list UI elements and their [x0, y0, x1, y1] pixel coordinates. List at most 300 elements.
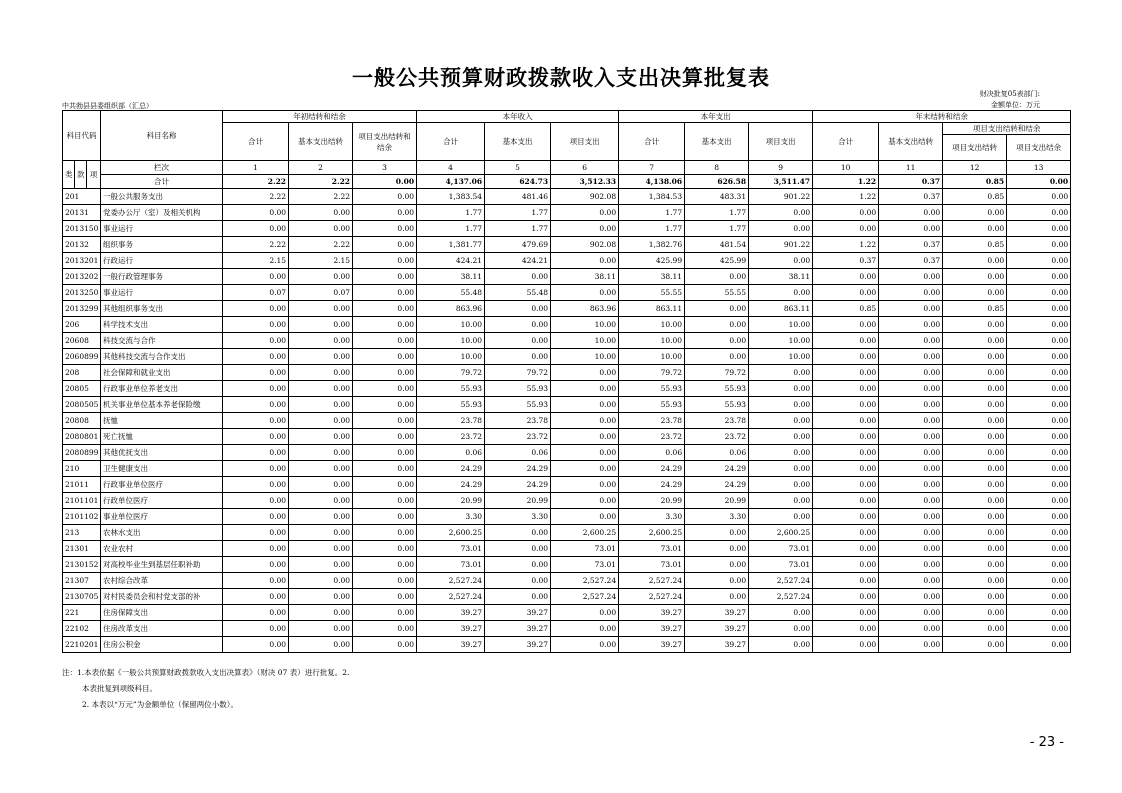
amount-cell: 23.72: [619, 429, 685, 445]
amount-cell: 20.99: [485, 493, 551, 509]
expense-sum-header: 合计: [619, 123, 685, 161]
amount-cell: 0.00: [749, 429, 813, 445]
note-line: 本表批复到项级科目。: [82, 684, 157, 693]
subject-name-header: 科目名称: [101, 111, 223, 161]
amount-cell: 0.00: [353, 445, 417, 461]
amount-cell: 0.00: [353, 381, 417, 397]
subject-name-cell: 农业农村: [101, 541, 223, 557]
amount-cell: 0.85: [943, 189, 1007, 205]
amount-cell: 0.00: [1007, 413, 1071, 429]
amount-cell: 73.01: [749, 557, 813, 573]
total-cell: 0.00: [1007, 175, 1071, 189]
total-cell: 0.85: [943, 175, 1007, 189]
table-row: [63, 509, 1071, 525]
amount-cell: 0.00: [485, 317, 551, 333]
amount-cell: 0.00: [813, 333, 879, 349]
amount-cell: 73.01: [417, 541, 485, 557]
amount-cell: 0.00: [813, 477, 879, 493]
amount-cell: 2.22: [289, 189, 353, 205]
subject-code-cell: 20131: [63, 205, 101, 221]
amount-cell: 0.00: [485, 573, 551, 589]
amount-cell: 0.00: [749, 381, 813, 397]
amount-cell: 0.00: [879, 269, 943, 285]
amount-cell: 0.00: [879, 541, 943, 557]
amount-cell: 0.00: [943, 605, 1007, 621]
amount-cell: 0.00: [353, 221, 417, 237]
amount-cell: 863.96: [551, 301, 619, 317]
table-row: [63, 317, 1071, 333]
amount-cell: 73.01: [619, 541, 685, 557]
amount-cell: 0.00: [879, 573, 943, 589]
amount-cell: 0.00: [1007, 445, 1071, 461]
amount-cell: 55.93: [685, 397, 749, 413]
amount-cell: 0.00: [551, 413, 619, 429]
amount-cell: 1,381.77: [417, 237, 485, 253]
amount-cell: 0.00: [1007, 637, 1071, 653]
amount-cell: 0.00: [813, 429, 879, 445]
amount-cell: 24.29: [619, 477, 685, 493]
table-row: [63, 637, 1071, 653]
amount-cell: 0.00: [813, 621, 879, 637]
footnotes: [62, 665, 349, 713]
amount-cell: 79.72: [685, 365, 749, 381]
amount-cell: 38.11: [551, 269, 619, 285]
amount-cell: 0.00: [551, 445, 619, 461]
income-sum-header: 合计: [417, 123, 485, 161]
amount-cell: 0.00: [749, 461, 813, 477]
amount-cell: 0.00: [485, 525, 551, 541]
subject-code-cell: 221: [63, 605, 101, 621]
amount-cell: 0.00: [1007, 493, 1071, 509]
amount-cell: 0.00: [943, 381, 1007, 397]
end-basic-header: 基本支出结转: [879, 123, 943, 161]
amount-cell: 0.00: [289, 397, 353, 413]
table-row: [63, 349, 1071, 365]
amount-cell: 0.00: [289, 317, 353, 333]
amount-cell: 0.37: [879, 237, 943, 253]
amount-cell: 0.00: [879, 493, 943, 509]
amount-cell: 0.00: [1007, 221, 1071, 237]
amount-cell: 0.00: [943, 397, 1007, 413]
col-label-header: 栏次: [101, 161, 223, 175]
col-number: 11: [879, 161, 943, 175]
table-row: [63, 237, 1071, 253]
form-code: 财决批复05表部门:: [979, 90, 1040, 98]
amount-cell: 0.00: [943, 589, 1007, 605]
amount-cell: 0.00: [943, 637, 1007, 653]
table-row: [63, 253, 1071, 269]
expense-project-header: 项目支出: [749, 123, 813, 161]
amount-cell: 0.00: [813, 365, 879, 381]
amount-cell: 0.00: [289, 413, 353, 429]
amount-cell: 0.00: [551, 253, 619, 269]
amount-cell: 0.00: [1007, 541, 1071, 557]
table-row: [63, 397, 1071, 413]
income-basic-header: 基本支出: [485, 123, 551, 161]
subject-code-cell: 22102: [63, 621, 101, 637]
amount-cell: 424.21: [485, 253, 551, 269]
amount-cell: 0.07: [223, 285, 289, 301]
amount-cell: 0.00: [813, 205, 879, 221]
amount-cell: 0.00: [879, 285, 943, 301]
amount-cell: 0.00: [1007, 237, 1071, 253]
col-number: 8: [685, 161, 749, 175]
amount-cell: 0.06: [685, 445, 749, 461]
xiang-header: 项: [87, 161, 101, 189]
amount-cell: 0.00: [1007, 557, 1071, 573]
amount-cell: 55.48: [485, 285, 551, 301]
subject-code-cell: 20808: [63, 413, 101, 429]
subject-code-cell: 2060899: [63, 349, 101, 365]
subject-name-cell: 其他优抚支出: [101, 445, 223, 461]
amount-cell: 39.27: [417, 621, 485, 637]
amount-cell: 0.06: [619, 445, 685, 461]
amount-cell: 0.00: [485, 557, 551, 573]
amount-cell: 0.00: [223, 381, 289, 397]
amount-cell: 0.00: [813, 541, 879, 557]
amount-cell: 2,600.25: [417, 525, 485, 541]
amount-cell: 0.00: [1007, 621, 1071, 637]
end-project-carry-header: 项目支出结转: [943, 135, 1007, 161]
amount-cell: 10.00: [749, 333, 813, 349]
table-row: [63, 381, 1071, 397]
group-income-header: 本年收入: [417, 111, 619, 123]
amount-cell: 0.00: [223, 349, 289, 365]
table-row: [63, 461, 1071, 477]
amount-cell: 0.00: [685, 541, 749, 557]
amount-cell: 39.27: [619, 605, 685, 621]
amount-cell: 0.00: [551, 493, 619, 509]
subject-code-cell: 20132: [63, 237, 101, 253]
amount-cell: 0.00: [289, 525, 353, 541]
amount-cell: 0.00: [485, 333, 551, 349]
col-number: 3: [353, 161, 417, 175]
total-cell: 0.37: [879, 175, 943, 189]
subject-name-cell: 事业运行: [101, 285, 223, 301]
amount-cell: 0.00: [353, 429, 417, 445]
amount-cell: 0.00: [879, 429, 943, 445]
amount-cell: 55.93: [485, 381, 551, 397]
subject-code-cell: 21307: [63, 573, 101, 589]
subject-code-cell: 20608: [63, 333, 101, 349]
amount-cell: 0.00: [289, 365, 353, 381]
amount-cell: 55.93: [485, 397, 551, 413]
amount-cell: 24.29: [685, 477, 749, 493]
amount-cell: 38.11: [619, 269, 685, 285]
amount-cell: 0.00: [943, 221, 1007, 237]
amount-cell: 0.00: [879, 397, 943, 413]
subject-name-cell: 对村民委员会和村党支部的补: [101, 589, 223, 605]
amount-cell: 39.27: [485, 621, 551, 637]
col-number: 1: [223, 161, 289, 175]
subject-name-cell: 其他组织事务支出: [101, 301, 223, 317]
amount-cell: 0.00: [289, 221, 353, 237]
amount-cell: 0.00: [223, 477, 289, 493]
amount-cell: 0.00: [1007, 525, 1071, 541]
table-row: [63, 621, 1071, 637]
amount-cell: 0.00: [943, 365, 1007, 381]
table-row: [63, 525, 1071, 541]
subject-name-cell: 一般行政管理事务: [101, 269, 223, 285]
table-body: [63, 189, 1071, 653]
subject-code-cell: 2101102: [63, 509, 101, 525]
subject-name-cell: 社会保障和就业支出: [101, 365, 223, 381]
amount-cell: 0.00: [749, 285, 813, 301]
amount-cell: 0.00: [879, 445, 943, 461]
amount-cell: 0.00: [223, 461, 289, 477]
group-begin-header: 年初结转和结余: [223, 111, 417, 123]
table-row: [63, 221, 1071, 237]
amount-cell: 0.00: [749, 397, 813, 413]
subject-code-cell: 210: [63, 461, 101, 477]
amount-cell: 0.00: [943, 317, 1007, 333]
amount-cell: 1.22: [813, 189, 879, 205]
amount-cell: 0.00: [1007, 189, 1071, 205]
amount-cell: 0.00: [353, 525, 417, 541]
amount-cell: 0.00: [943, 621, 1007, 637]
amount-cell: 2.15: [289, 253, 353, 269]
amount-cell: 39.27: [685, 605, 749, 621]
begin-basic-header: 基本支出结转: [289, 123, 353, 161]
table-row: [63, 301, 1071, 317]
amount-cell: 2,527.24: [417, 573, 485, 589]
amount-cell: 0.00: [223, 365, 289, 381]
total-label: 合计: [101, 175, 223, 189]
amount-cell: 0.00: [551, 365, 619, 381]
amount-cell: 1.77: [619, 221, 685, 237]
amount-cell: 0.00: [813, 317, 879, 333]
amount-cell: 10.00: [619, 349, 685, 365]
amount-cell: 0.00: [943, 509, 1007, 525]
subject-name-cell: 机关事业单位基本养老保险缴: [101, 397, 223, 413]
subject-name-cell: 其他科技交流与合作支出: [101, 349, 223, 365]
table-row: [63, 205, 1071, 221]
amount-cell: 0.00: [685, 573, 749, 589]
amount-cell: 0.00: [1007, 461, 1071, 477]
page-title: 一般公共预算财政拨款收入支出决算批复表: [352, 66, 770, 90]
amount-cell: 2.22: [223, 237, 289, 253]
amount-cell: 0.00: [749, 413, 813, 429]
amount-cell: 0.00: [353, 349, 417, 365]
amount-cell: 20.99: [685, 493, 749, 509]
amount-cell: 0.00: [879, 461, 943, 477]
subject-code-header: 科目代码: [63, 111, 101, 161]
amount-cell: 0.00: [749, 621, 813, 637]
amount-cell: 0.00: [551, 637, 619, 653]
amount-cell: 0.00: [353, 461, 417, 477]
subject-code-cell: 2130152: [63, 557, 101, 573]
amount-cell: 425.99: [685, 253, 749, 269]
amount-cell: 0.00: [223, 205, 289, 221]
amount-cell: 0.00: [879, 365, 943, 381]
subject-code-cell: 2013202: [63, 269, 101, 285]
amount-cell: 0.00: [813, 461, 879, 477]
amount-cell: 24.29: [485, 477, 551, 493]
amount-cell: 0.00: [289, 205, 353, 221]
amount-cell: 0.00: [1007, 349, 1071, 365]
amount-cell: 2,527.24: [551, 589, 619, 605]
amount-cell: 73.01: [417, 557, 485, 573]
amount-cell: 0.00: [685, 269, 749, 285]
subject-code-cell: 21011: [63, 477, 101, 493]
table-row: [63, 365, 1071, 381]
total-cell: 2.22: [223, 175, 289, 189]
amount-cell: 0.00: [879, 621, 943, 637]
subject-code-cell: 2101101: [63, 493, 101, 509]
amount-cell: 481.46: [485, 189, 551, 205]
amount-cell: 0.00: [551, 605, 619, 621]
amount-cell: 0.85: [943, 237, 1007, 253]
subject-name-cell: 事业运行: [101, 221, 223, 237]
budget-table: [62, 110, 1071, 653]
amount-cell: 0.00: [879, 205, 943, 221]
amount-cell: 2,527.24: [749, 589, 813, 605]
amount-cell: 23.72: [485, 429, 551, 445]
amount-cell: 73.01: [749, 541, 813, 557]
amount-cell: 0.00: [223, 333, 289, 349]
amount-cell: 55.55: [685, 285, 749, 301]
amount-cell: 0.00: [943, 445, 1007, 461]
amount-cell: 2,527.24: [551, 573, 619, 589]
table-row: [63, 285, 1071, 301]
amount-cell: 0.06: [485, 445, 551, 461]
amount-cell: 0.00: [813, 605, 879, 621]
amount-cell: 0.00: [813, 493, 879, 509]
amount-cell: 0.00: [879, 221, 943, 237]
amount-cell: 0.00: [813, 349, 879, 365]
subject-name-cell: 行政事业单位医疗: [101, 477, 223, 493]
amount-cell: 0.00: [813, 445, 879, 461]
amount-cell: 10.00: [417, 349, 485, 365]
total-row: [63, 175, 1071, 189]
amount-cell: 23.72: [417, 429, 485, 445]
amount-cell: 0.00: [551, 221, 619, 237]
amount-cell: 38.11: [417, 269, 485, 285]
group-expense-header: 本年支出: [619, 111, 813, 123]
total-cell: 2.22: [289, 175, 353, 189]
amount-cell: 0.00: [289, 605, 353, 621]
table-row: [63, 541, 1071, 557]
amount-cell: 0.00: [685, 525, 749, 541]
amount-cell: 0.00: [813, 269, 879, 285]
subject-code-cell: 2013250: [63, 285, 101, 301]
amount-cell: 3.30: [417, 509, 485, 525]
amount-cell: 0.00: [289, 557, 353, 573]
amount-cell: 0.00: [943, 253, 1007, 269]
amount-cell: 0.00: [353, 237, 417, 253]
amount-cell: 0.00: [353, 269, 417, 285]
amount-cell: 23.78: [485, 413, 551, 429]
amount-cell: 55.55: [619, 285, 685, 301]
amount-cell: 0.00: [685, 333, 749, 349]
subject-name-cell: 住房保障支出: [101, 605, 223, 621]
amount-cell: 0.00: [551, 461, 619, 477]
amount-cell: 863.11: [619, 301, 685, 317]
note-line: 注：1.本表依据《一般公共预算财政拨款收入支出决算表》（财决 07 表）进行批复。2.: [62, 668, 350, 677]
amount-cell: 0.00: [749, 221, 813, 237]
amount-cell: 0.00: [943, 269, 1007, 285]
amount-cell: 0.00: [223, 301, 289, 317]
amount-cell: 23.78: [685, 413, 749, 429]
amount-cell: 0.00: [353, 589, 417, 605]
amount-cell: 0.00: [223, 509, 289, 525]
amount-cell: 39.27: [685, 621, 749, 637]
subject-code-cell: 2210201: [63, 637, 101, 653]
amount-cell: 24.29: [619, 461, 685, 477]
amount-cell: 0.00: [551, 397, 619, 413]
amount-cell: 2,600.25: [619, 525, 685, 541]
amount-cell: 55.93: [685, 381, 749, 397]
amount-cell: 0.00: [289, 477, 353, 493]
amount-cell: 55.93: [619, 397, 685, 413]
amount-cell: 0.00: [223, 541, 289, 557]
amount-cell: 0.00: [485, 301, 551, 317]
subject-code-cell: 2013150: [63, 221, 101, 237]
amount-cell: 0.00: [749, 509, 813, 525]
amount-cell: 0.00: [353, 477, 417, 493]
amount-cell: 0.00: [879, 525, 943, 541]
amount-cell: 39.27: [619, 637, 685, 653]
subject-name-cell: 行政运行: [101, 253, 223, 269]
amount-cell: 0.00: [551, 285, 619, 301]
amount-cell: 0.00: [289, 637, 353, 653]
amount-cell: 0.00: [353, 189, 417, 205]
amount-cell: 0.00: [813, 557, 879, 573]
amount-cell: 1.77: [619, 205, 685, 221]
amount-cell: 0.00: [551, 477, 619, 493]
amount-cell: 0.00: [879, 301, 943, 317]
table-row: [63, 605, 1071, 621]
amount-cell: 24.29: [417, 477, 485, 493]
amount-cell: 0.00: [749, 365, 813, 381]
amount-cell: 0.00: [223, 317, 289, 333]
amount-cell: 0.00: [813, 525, 879, 541]
subject-name-cell: 卫生健康支出: [101, 461, 223, 477]
amount-cell: 0.00: [749, 637, 813, 653]
amount-cell: 0.00: [1007, 205, 1071, 221]
amount-cell: 0.00: [813, 573, 879, 589]
amount-cell: 0.00: [223, 573, 289, 589]
amount-cell: 0.00: [1007, 477, 1071, 493]
amount-cell: 0.00: [551, 621, 619, 637]
total-cell: 0.00: [353, 175, 417, 189]
table-row: [63, 413, 1071, 429]
amount-cell: 10.00: [417, 317, 485, 333]
subject-name-cell: 农村综合改革: [101, 573, 223, 589]
amount-cell: 0.00: [879, 589, 943, 605]
amount-cell: 0.00: [813, 509, 879, 525]
amount-cell: 0.00: [943, 413, 1007, 429]
amount-cell: 39.27: [685, 637, 749, 653]
subject-code-cell: 2080899: [63, 445, 101, 461]
amount-cell: 0.00: [943, 285, 1007, 301]
amount-cell: 39.27: [485, 637, 551, 653]
amount-cell: 39.27: [485, 605, 551, 621]
amount-cell: 0.00: [879, 509, 943, 525]
group-end-header: 年末结转和结余: [813, 111, 1071, 123]
amount-cell: 0.00: [353, 365, 417, 381]
amount-cell: 38.11: [749, 269, 813, 285]
amount-cell: 0.00: [813, 589, 879, 605]
table-row: [63, 429, 1071, 445]
amount-cell: 0.00: [943, 525, 1007, 541]
amount-cell: 0.00: [353, 573, 417, 589]
amount-cell: 73.01: [551, 541, 619, 557]
subject-code-cell: 2080505: [63, 397, 101, 413]
amount-cell: 0.00: [289, 589, 353, 605]
table-row: [63, 557, 1071, 573]
total-cell: 3,511.47: [749, 175, 813, 189]
